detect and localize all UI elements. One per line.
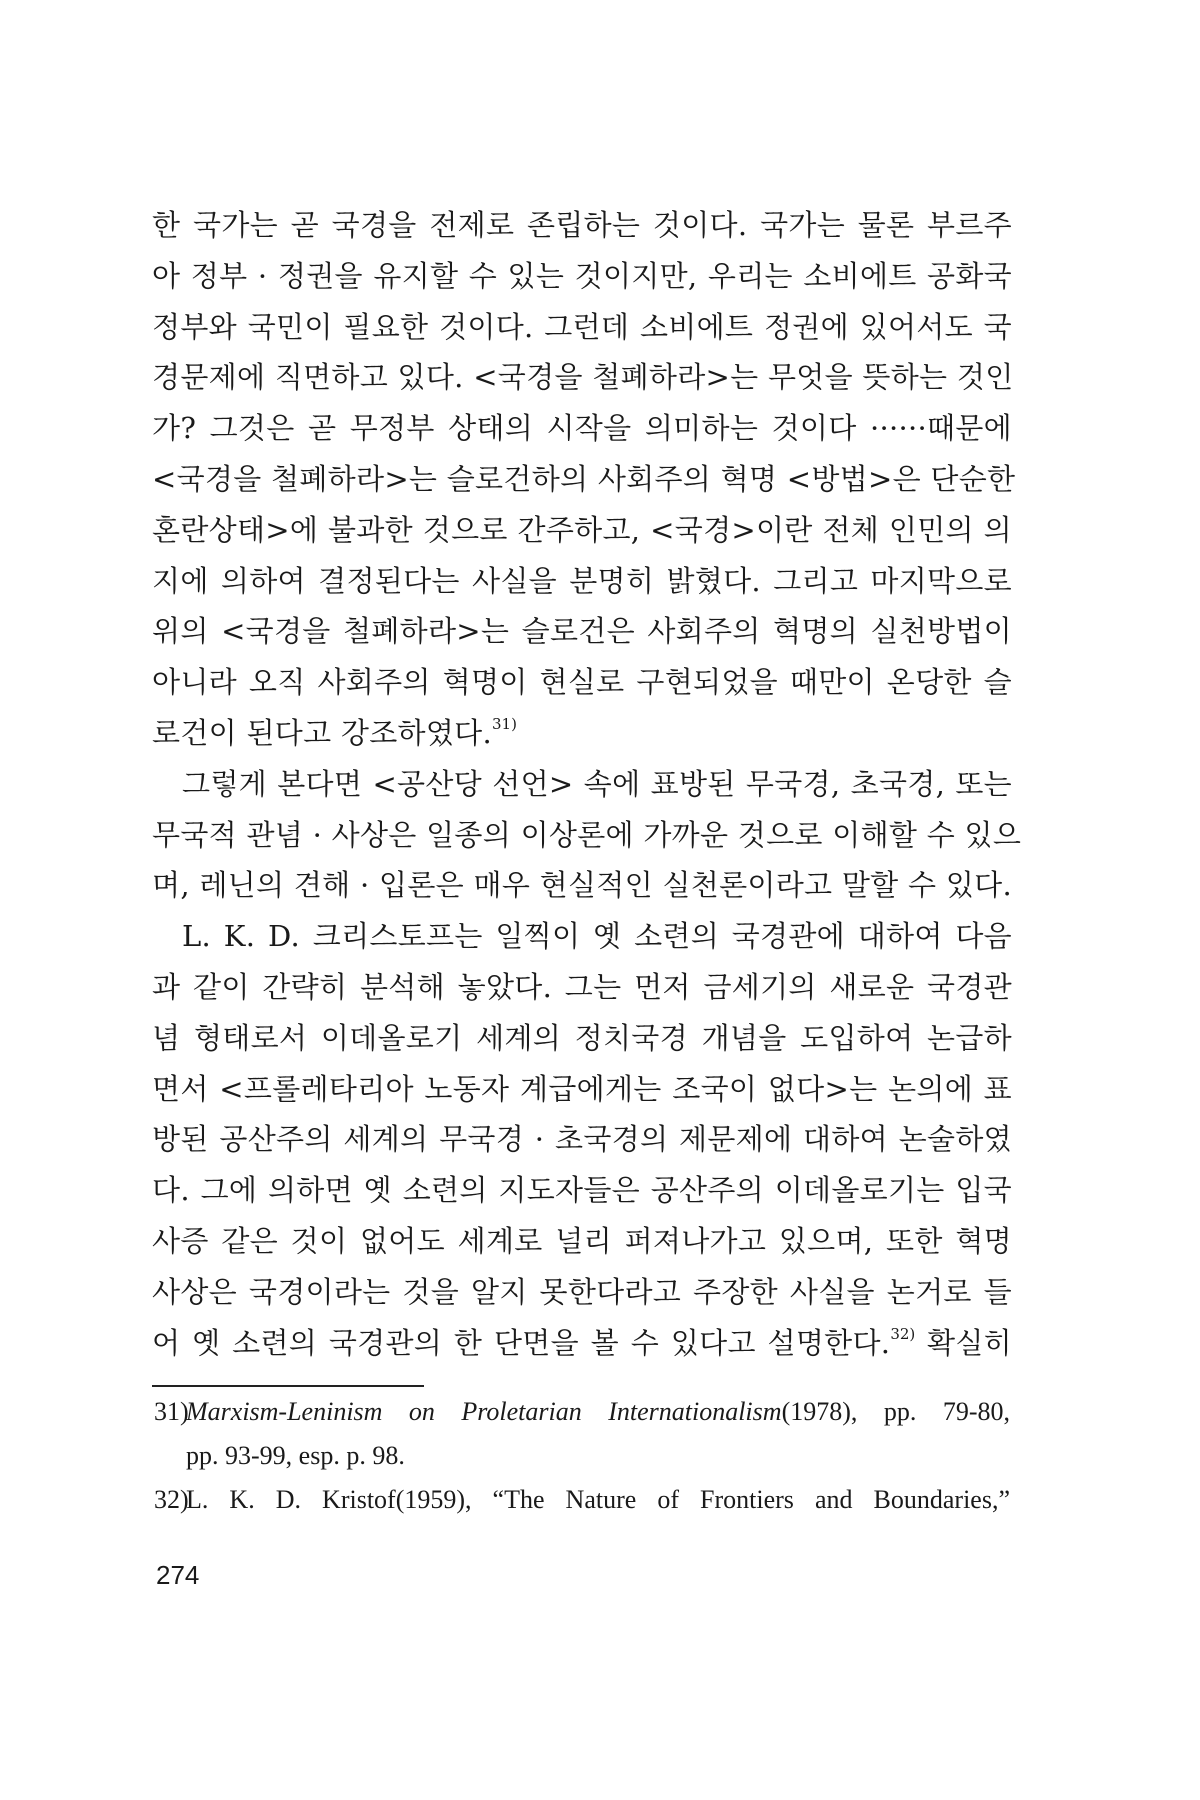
footnote-number: 32) <box>154 1485 189 1514</box>
footnote-divider <box>152 1385 424 1387</box>
text-line: 가? 그것은 곧 무정부 상태의 시작을 의미하는 것이다 ······때문에 <box>152 411 1012 446</box>
text-line: 며, 레닌의 견해 · 입론은 매우 현실적인 실천론이라고 말할 수 있다. <box>152 868 1012 903</box>
footnote-text: (1978), pp. 79-80, <box>781 1397 1010 1426</box>
text-line: 지에 의하여 결정된다는 사실을 분명히 밝혔다. 그리고 마지막으로 <box>152 563 1012 598</box>
footnote-reference-32[interactable]: 32) <box>890 1324 916 1343</box>
text-line: 다. 그에 의하면 옛 소련의 지도자들은 공산주의 이데올로기는 입국 <box>152 1173 1012 1208</box>
text-line <box>152 708 1012 759</box>
text-line: 그렇게 본다면 <공산당 선언> 속에 표방된 무국경, 초국경, 또는 <box>182 766 1012 801</box>
text-segment: 로건이 된다고 강조하였다. <box>152 715 493 750</box>
text-line: 념 형태로서 이데올로기 세계의 정치국경 개념을 도입하여 논급하 <box>152 1020 1012 1055</box>
footnote-31 <box>154 1390 1010 1434</box>
main-text <box>152 200 1022 1368</box>
text-line: 방된 공산주의 세계의 무국경 · 초국경의 제문제에 대하여 논술하였 <box>152 1122 1012 1157</box>
footnote-31-continued: pp. 93-99, esp. p. 98. <box>186 1441 405 1470</box>
text-line: 경문제에 직면하고 있다. <국경을 철폐하라>는 무엇을 뜻하는 것인 <box>152 360 1014 395</box>
text-line: L. K. D. 크리스토프는 일찍이 옛 소련의 국경관에 대하여 다음 <box>182 919 1012 954</box>
footnote-32 <box>154 1478 1010 1522</box>
footnote-number: 31) <box>154 1397 189 1426</box>
text-line: <국경을 철폐하라>는 슬로건하의 사회주의 혁명 <방법>은 단순한 <box>152 461 1016 496</box>
footnote-title: Marxism-Leninism on Proletarian Internationalism <box>186 1397 782 1426</box>
text-line: 한 국가는 곧 국경을 전제로 존립하는 것이다. 국가는 물론 부르주 <box>152 208 1012 242</box>
page-number: 274 <box>156 1560 200 1590</box>
text-line: 정부와 국민이 필요한 것이다. 그런데 소비에트 정권에 있어서도 국 <box>152 309 1012 344</box>
text-line: 혼란상태>에 불과한 것으로 간주하고, <국경>이란 전체 인민의 의 <box>152 512 1012 547</box>
footnote-reference-31[interactable]: 31) <box>492 714 517 733</box>
text-line: 면서 <프롤레타리아 노동자 계급에게는 조국이 없다>는 논의에 표 <box>152 1071 1012 1106</box>
text-line: 아 정부 · 정권을 유지할 수 있는 것이지만, 우리는 소비에트 공화국 <box>152 258 1012 293</box>
footnote-text: L. K. D. Kristof(1959), “The Nature of Frontiers and Boundaries,” <box>186 1485 1010 1514</box>
text-line: 무국적 관념 · 사상은 일종의 이상론에 가까운 것으로 이해할 수 있으 <box>152 817 1022 852</box>
text-line: 위의 <국경을 철폐하라>는 슬로건은 사회주의 혁명의 실천방법이 <box>152 614 1012 649</box>
text-line: 아니라 오직 사회주의 혁명이 현실로 구현되었을 때만이 온당한 슬 <box>152 665 1012 700</box>
text-line: 사상은 국경이라는 것을 알지 못한다라고 주장한 사실을 논거로 들 <box>152 1274 1012 1309</box>
text-line: 사증 같은 것이 없어도 세계로 널리 퍼져나가고 있으며, 또한 혁명 <box>152 1223 1012 1258</box>
text-line <box>152 1318 1012 1369</box>
text-segment: 어 옛 소련의 국경관의 한 단면을 볼 수 있다고 설명한다. <box>152 1325 891 1360</box>
text-line: 과 같이 간략히 분석해 놓았다. 그는 먼저 금세기의 새로운 국경관 <box>152 969 1012 1004</box>
footnotes <box>154 1390 1010 1522</box>
text-segment: 확실히 <box>927 1325 1012 1360</box>
